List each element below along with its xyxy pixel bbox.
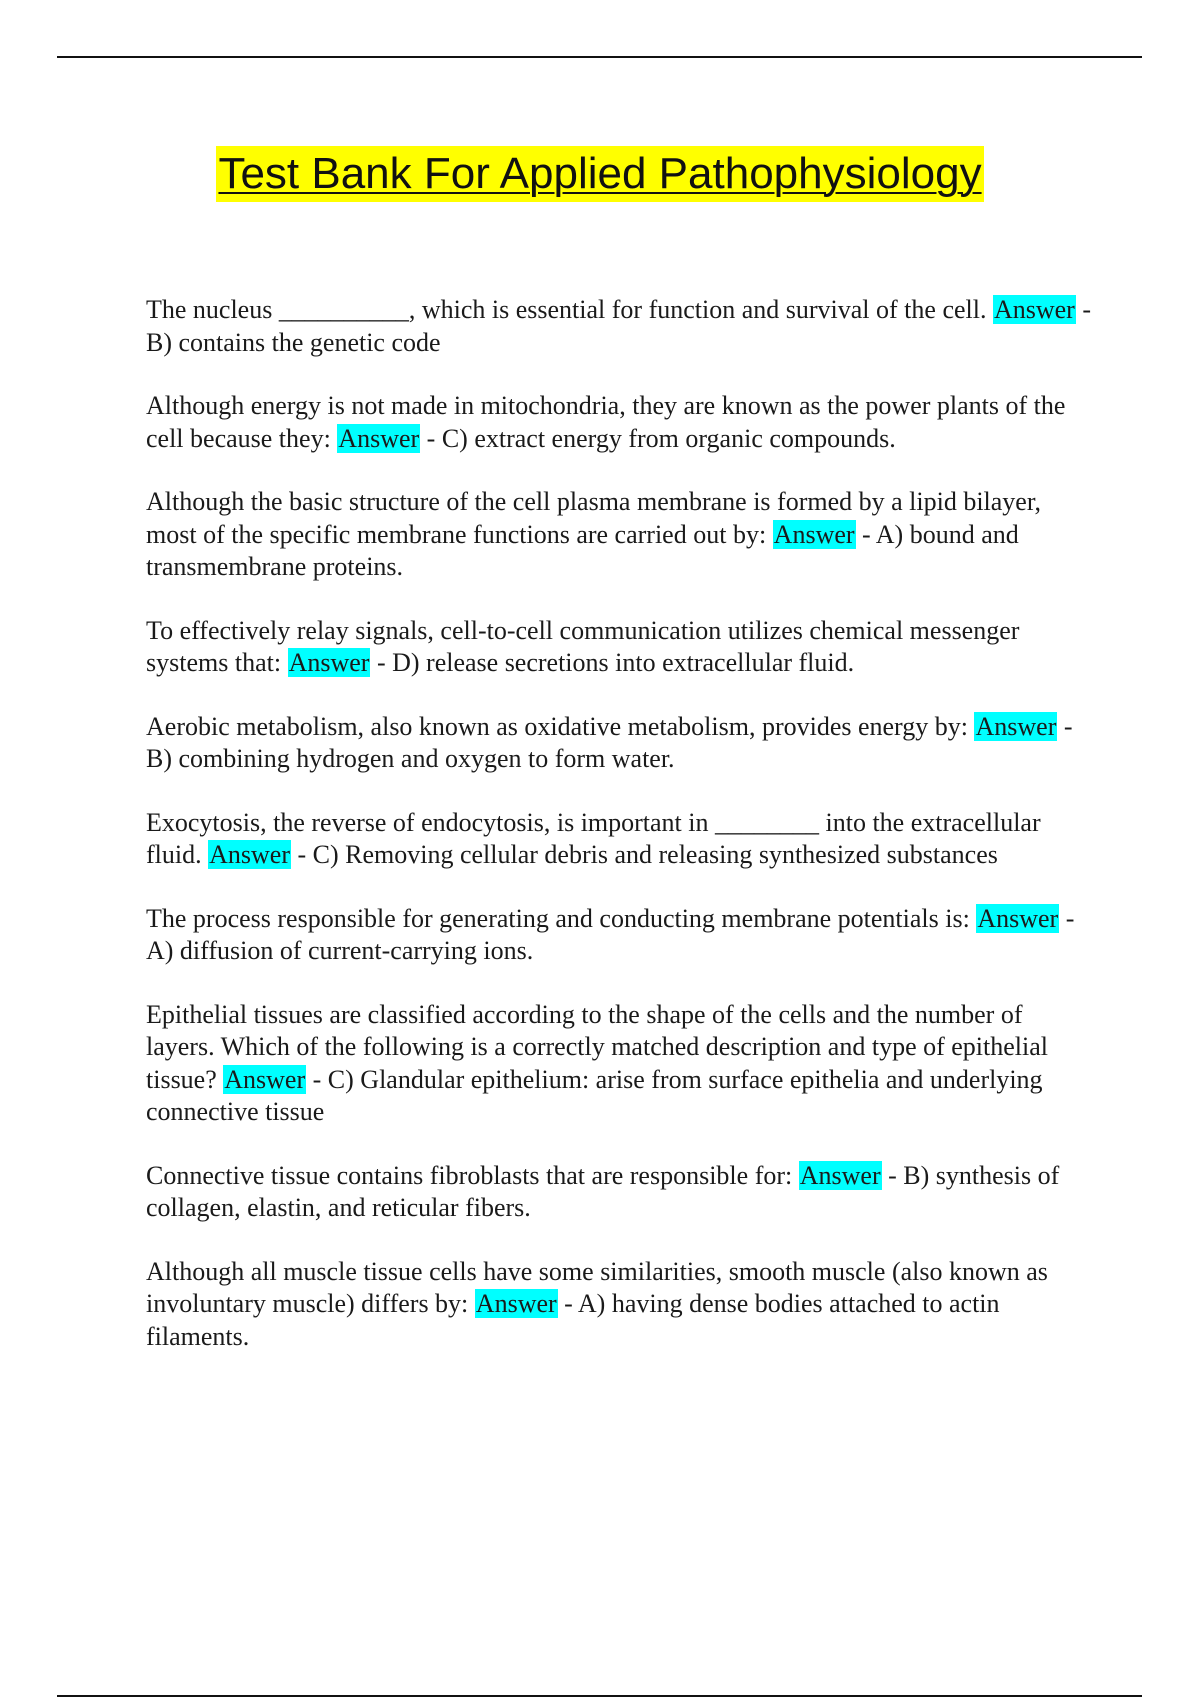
answer-label: Answer	[338, 423, 420, 453]
answer-text: - A) bound and transmembrane proteins.	[146, 519, 1019, 581]
answer-label: Answer	[773, 519, 855, 549]
title-container	[0, 146, 1200, 202]
answer-label: Answer	[799, 1160, 881, 1190]
qa-item	[146, 1160, 1096, 1225]
answer-label: Answer	[993, 295, 1075, 324]
answer-text: - B) combining hydrogen and oxygen to form water.	[146, 711, 1073, 773]
question-text: Although the basic structure of the cell plasma membrane is formed by a lipid bilayer, most of the specific membrane functions are carried out by:	[146, 487, 1041, 549]
answer-label: Answer	[975, 711, 1057, 741]
question-text: Epithelial tissues are classified according to the shape of the cells and the number of layers. Which of the following is a correctly matched description and type of epithelial tissue?	[146, 999, 1049, 1094]
question-text: Connective tissue contains fibroblasts that are responsible for:	[146, 1160, 793, 1190]
qa-item	[146, 1256, 1096, 1354]
qa-item	[146, 999, 1096, 1129]
answer-label: Answer	[977, 903, 1059, 933]
qa-item	[146, 711, 1096, 776]
answer-text: - D) release secretions into extracellular fluid.	[370, 648, 855, 677]
answer-text: - C) Removing cellular debris and releasing synthesized substances	[290, 840, 998, 869]
top-rule	[57, 56, 1142, 58]
bottom-rule	[57, 1695, 1142, 1697]
answer-text: - B) contains the genetic code	[146, 295, 1092, 357]
answer-text: - B) synthesis of collagen, elastin, and reticular fibers.	[146, 1160, 1060, 1222]
question-list	[146, 294, 1096, 1384]
document-title: Test Bank For Applied Pathophysiology	[216, 146, 983, 202]
answer-label: Answer	[209, 840, 290, 869]
question-text: To effectively relay signals, cell-to-cell communication utilizes chemical messenger systems that:	[146, 615, 1020, 677]
qa-item	[146, 294, 1096, 359]
qa-item	[146, 615, 1096, 680]
answer-text: - C) Glandular epithelium: arise from surface epithelia and underlying connective tissue	[146, 1064, 1043, 1126]
answer-text: - A) diffusion of current-carrying ions.	[146, 903, 1075, 965]
answer-text: - A) having dense bodies attached to actin filaments.	[146, 1289, 1000, 1351]
question-text: Although energy is not made in mitochondria, they are known as the power plants of the cell because they:	[146, 391, 1066, 453]
answer-label: Answer	[288, 648, 370, 677]
answer-label: Answer	[224, 1064, 306, 1094]
answer-label: Answer	[475, 1289, 557, 1318]
qa-item	[146, 486, 1096, 584]
qa-item	[146, 903, 1096, 968]
question-text: Aerobic metabolism, also known as oxidative metabolism, provides energy by:	[146, 711, 968, 741]
qa-item	[146, 390, 1096, 455]
question-text: Although all muscle tissue cells have some similarities, smooth muscle (also known as involuntary muscle) differs by:	[146, 1256, 1048, 1318]
answer-text: - C) extract energy from organic compounds.	[420, 423, 896, 453]
question-text: The nucleus __________, which is essential for function and survival of the cell.	[146, 295, 987, 324]
qa-item	[146, 807, 1096, 872]
question-text: The process responsible for generating and conducting membrane potentials is:	[146, 903, 970, 933]
question-text: Exocytosis, the reverse of endocytosis, is important in ________ into the extracellular fluid.	[146, 807, 1041, 869]
